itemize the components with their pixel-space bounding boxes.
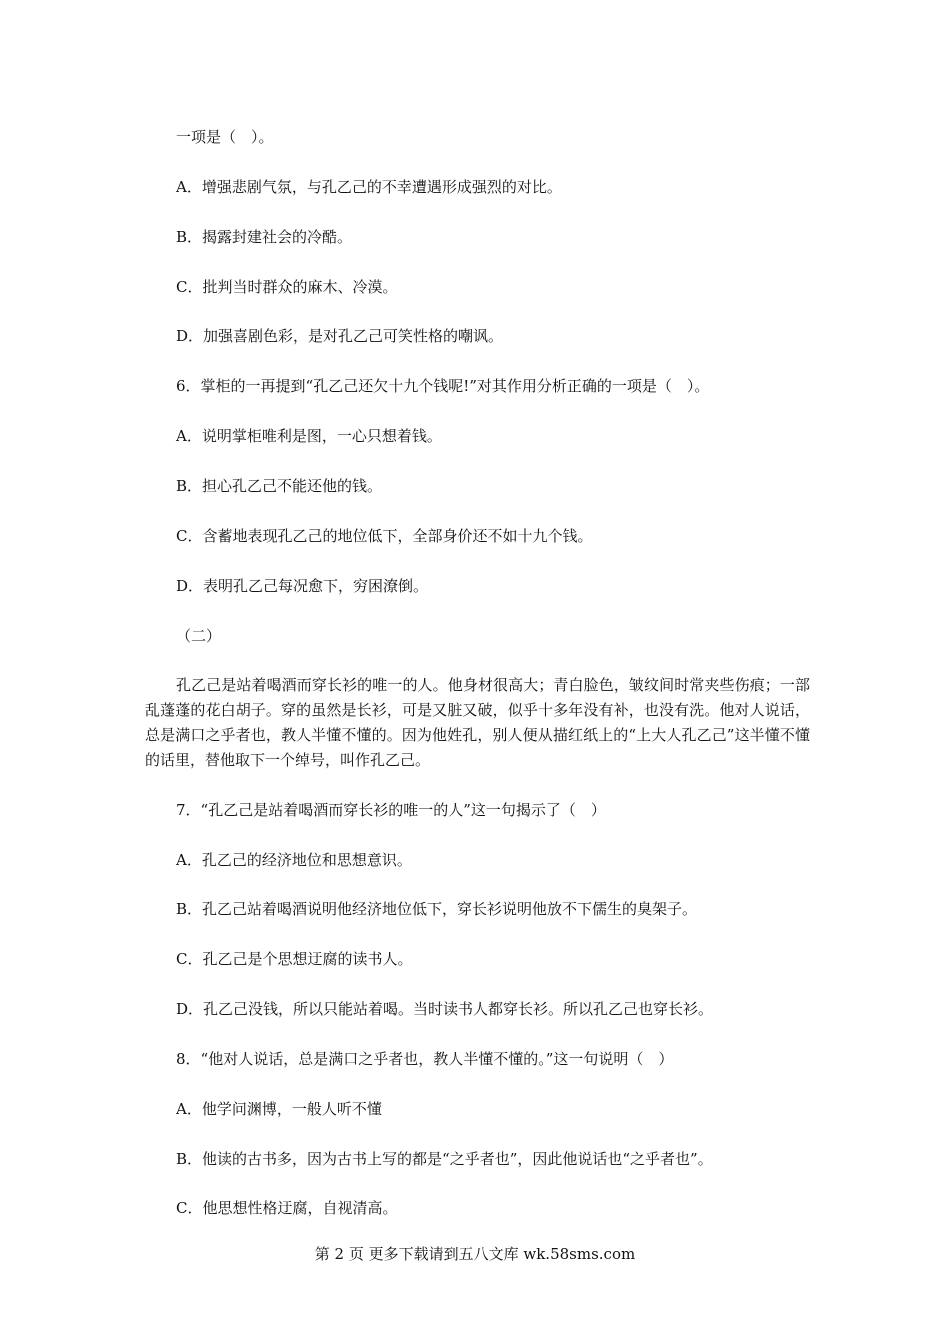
question-7-option-c: C．孔乙己是个思想迂腐的读书人。 [176,950,413,968]
question-5-option-b: B．揭露封建社会的冷酷。 [176,228,353,246]
question-7-option-a: A．孔乙己的经济地位和思想意识。 [176,851,412,869]
question-8-option-c: C．他思想性格迂腐，自视清高。 [176,1199,398,1217]
question-6-option-a: A．说明掌柜唯利是图，一心只想着钱。 [176,427,442,445]
question-6-option-c: C．含蓄地表现孔乙己的地位低下，全部身价还不如十九个钱。 [176,527,593,545]
section-heading: （二） [176,627,222,645]
question-5-option-d: D．加强喜剧色彩，是对孔乙己可笑性格的嘲讽。 [176,327,504,345]
question-5-option-c: C．批判当时群众的麻木、冷漠。 [176,278,398,296]
question-6-stem: 6．掌柜的一再提到“孔乙己还欠十九个钱呢!”对其作用分析正确的一项是（ ）。 [176,377,710,395]
question-8-option-b: B．他读的古书多，因为古书上写的都是“之乎者也”，因此他说话也“之乎者也”。 [176,1150,713,1168]
question-6-option-b: B．担心孔乙己不能还他的钱。 [176,477,383,495]
question-5-option-a: A．增强悲剧气氛，与孔乙己的不幸遭遇形成强烈的对比。 [176,178,562,196]
question-8-option-a: A．他学问渊博，一般人听不懂 [176,1100,382,1118]
question-8-stem: 8．“他对人说话，总是满口之乎者也，教人半懂不懂的。”这一句说明（ ） [176,1050,674,1068]
question-5-stem-continuation: 一项是（ ）。 [176,128,274,146]
page-footer: 第 2 页 更多下载请到五八文库 wk.58sms.com [314,1245,636,1263]
question-7-option-b: B．孔乙己站着喝酒说明他经济地位低下，穿长衫说明他放不下儒生的臭架子。 [176,900,698,918]
reading-passage: 孔乙己是站着喝酒而穿长衫的唯一的人。他身材很高大；青白脸色，皱纹间时常夹些伤痕；一部乱蓬蓬的花白胡子。穿的虽然是长衫，可是又脏又破，似乎十多年没有补，也没有洗。他对人说话，总是满口之乎者也，教人半懂不懂的。因为他姓孔，别人便从描红纸上的“上大人孔乙己”这半懂不懂的话里，替他取下一个绰号，叫作孔乙己。 [145,676,810,769]
question-6-option-d: D．表明孔乙己每况愈下，穷困潦倒。 [176,577,429,595]
question-7-stem: 7．“孔乙己是站着喝酒而穿长衫的唯一的人”这一句揭示了（ ） [176,801,606,819]
question-7-option-d: D．孔乙己没钱，所以只能站着喝。当时读书人都穿长衫。所以孔乙己也穿长衫。 [176,1000,714,1018]
